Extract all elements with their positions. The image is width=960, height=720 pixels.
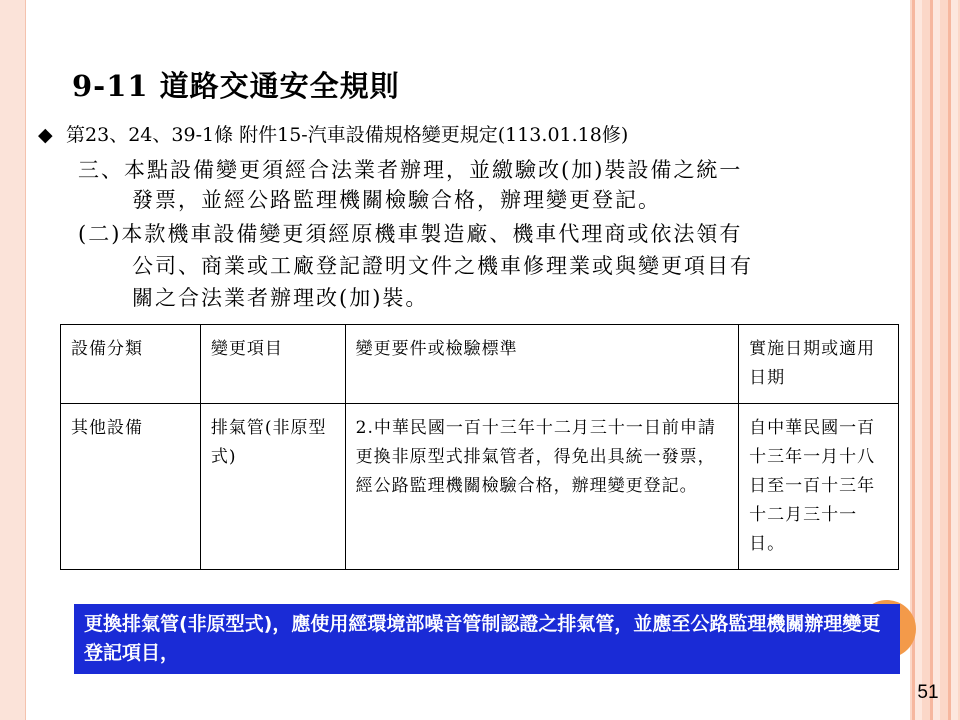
table-header-row — [61, 325, 899, 404]
table-header-cell: 實施日期或適用日期 — [739, 325, 899, 404]
right-border-decoration — [904, 0, 960, 720]
table-cell: 排氣管(非原型式) — [200, 404, 345, 570]
para2-line3: 關之合法業者辦理改(加)裝。 — [132, 286, 429, 310]
slide-title: 9-11 道路交通安全規則 — [72, 69, 400, 103]
table-header-cell: 變更項目 — [200, 325, 345, 404]
diamond-bullet-icon: ◆ — [38, 124, 53, 146]
table-cell: 其他設備 — [61, 404, 201, 570]
bullet-line — [38, 120, 628, 147]
table-row — [61, 404, 899, 570]
para1-line2: 發票，並經公路監理機關檢驗合格，辦理變更登記。 — [132, 188, 661, 212]
highlight-note: 更換排氣管(非原型式)，應使用經環境部噪音管制認證之排氣管，並應至公路監理機關辦理變更登記項目， — [74, 604, 900, 674]
table-header-cell: 設備分類 — [61, 325, 201, 404]
para2-line2: 公司、商業或工廠登記證明文件之機車修理業或與變更項目有 — [132, 254, 753, 278]
spec-table — [60, 324, 899, 570]
para1-line1: 三、本點設備變更須經合法業者辦理，並繳驗改(加)裝設備之統一 — [78, 158, 743, 182]
table-cell: 自中華民國一百十三年一月十八日至一百十三年十二月三十一日。 — [739, 404, 899, 570]
page-number: 51 — [917, 682, 939, 703]
left-border-decoration — [0, 0, 26, 720]
table-cell: 2.中華民國一百十三年十二月三十一日前申請更換非原型式排氣管者，得免出具統一發票，經公路監理機關檢驗合格，辦理變更登記。 — [345, 404, 738, 570]
para2-line1: (二)本款機車設備變更須經原機車製造廠、機車代理商或依法領有 — [78, 222, 743, 246]
table-header-cell: 變更要件或檢驗標準 — [345, 325, 738, 404]
bullet-text: 第23、24、39-1條 附件15-汽車設備規格變更規定(113.01.18修) — [66, 124, 629, 146]
